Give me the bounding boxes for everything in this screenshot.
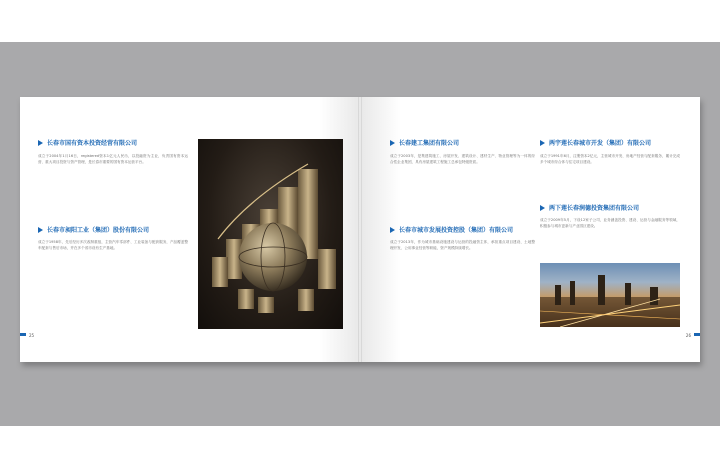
- book-spine: [358, 97, 362, 362]
- left-section2-text: 成立于1958年，先后经历多次改制重组，主营汽车零部件、工业装备与配套服务，产品覆盖整车配套与售后市场，并在多个省市设有生产基地。: [38, 240, 188, 250]
- left-page-number: 25: [29, 333, 35, 338]
- city-skyline-illustration: [540, 263, 680, 327]
- right-page: [360, 97, 700, 362]
- right-section1-heading: [390, 138, 459, 147]
- triangle-bullet-icon: [38, 140, 43, 146]
- right-section1-title: 长春建工集团有限公司: [399, 140, 460, 147]
- left-section1-heading: [38, 138, 137, 147]
- right-page-number: 26: [685, 333, 691, 338]
- left-section2-title: 长春市昶阳工业（集团）股份有限公司: [47, 227, 150, 234]
- open-brochure: [20, 97, 700, 362]
- triangle-bullet-icon: [540, 205, 545, 211]
- city-night-photo: [540, 263, 680, 327]
- left-section1-text: 成立于2004年1月16日，registered资本1亿元人民币，以投融资为主业，负责国有资本运营、重大项目投资与资产管理，是长春市重要的国有资本运营平台。: [38, 154, 188, 164]
- right-section2-text: 成立于2013年，作为城市基础设施建设与运营的投融资主体，承担重点项目建设、土地整理开发、公用事业经营等职能，资产规模持续增长。: [390, 240, 535, 250]
- left-page: [20, 97, 360, 362]
- right-section1-text: 成立于2003年，是集建筑施工、房屋开发、建筑设计、建材生产、物业管理等为一体的综合性企业集团，具有房屋建筑工程施工总承包特级资质。: [390, 154, 535, 164]
- triangle-bullet-icon: [540, 140, 545, 146]
- globe-coins-illustration: [198, 139, 343, 329]
- globe-coins-photo: [198, 139, 343, 329]
- right-section3-text: 成立于1991年6月，注册资本2亿元，主营城市开发、房地产经营与配套服务，累计完成多个城市综合体与住宅项目建设。: [540, 154, 680, 164]
- right-section3-heading: [540, 138, 651, 147]
- right-section4-heading: [540, 203, 639, 212]
- triangle-bullet-icon: [38, 227, 43, 233]
- left-page-marker: [20, 333, 26, 336]
- left-section1-title: 长春市国有资本投资经营有限公司: [47, 140, 138, 147]
- right-section3-title: 两宇莲长春城市开发（集团）有限公司: [549, 140, 652, 147]
- right-section4-title: 两下莲长春润德投资集团有限公司: [549, 205, 640, 212]
- left-section2-heading: [38, 225, 149, 234]
- right-page-marker: [694, 333, 700, 336]
- triangle-bullet-icon: [390, 140, 395, 146]
- right-section2-heading: [390, 225, 513, 234]
- right-section2-title: 长春市城市发展投资控股（集团）有限公司: [399, 227, 514, 234]
- triangle-bullet-icon: [390, 227, 395, 233]
- right-section4-text: 成立于2009年5月，下设12家子公司，业务涵盖投资、建设、运营与金融服务等领域，积极参与城市更新与产业园区建设。: [540, 218, 680, 228]
